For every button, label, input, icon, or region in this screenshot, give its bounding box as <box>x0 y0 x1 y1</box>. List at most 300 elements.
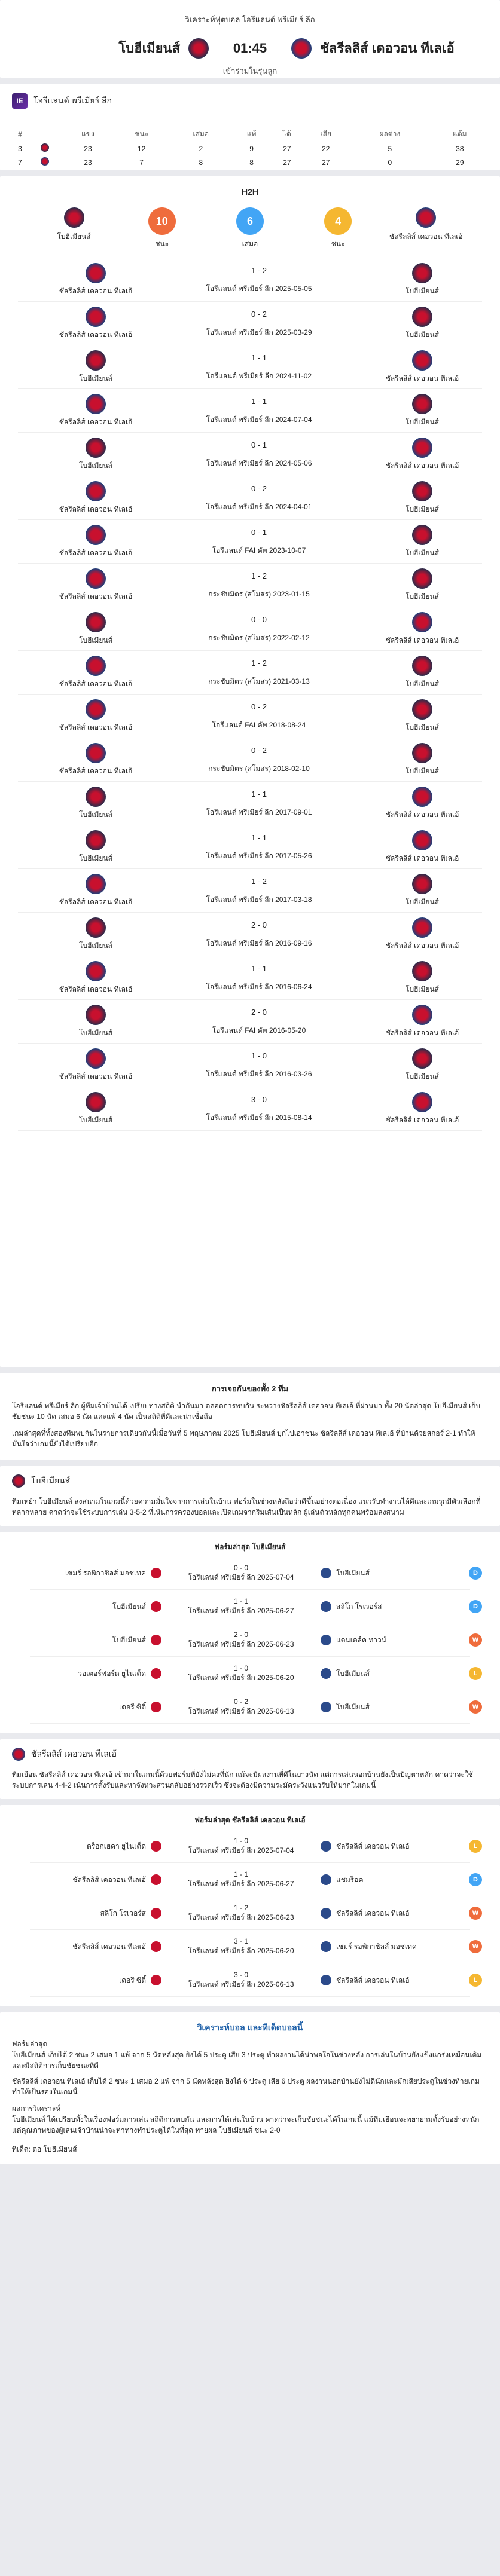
form-center <box>178 1564 304 1583</box>
standings-card <box>0 84 500 170</box>
match-score: 1 - 2 <box>251 265 267 275</box>
match-away-side <box>374 481 470 515</box>
away-crest-icon <box>416 207 436 228</box>
team-crest-icon <box>412 787 432 807</box>
form-row[interactable] <box>12 1657 488 1690</box>
match-competition-date: โอรีแลนด์ พรีเมียร์ ลีก 2016-09-16 <box>206 938 312 947</box>
h2h-match-row[interactable] <box>0 389 500 433</box>
match-away-side <box>374 438 470 472</box>
team-crest-icon <box>412 438 432 458</box>
match-away-side <box>374 1048 470 1082</box>
form-away-name: โบฮีเมียนส์ <box>336 1702 370 1711</box>
match-away-name: ชัลรีลลิส์ เดอวอน ทีเลเอ้ <box>385 810 459 819</box>
draws-count: 6 <box>236 207 264 235</box>
match-competition-date: กระชับมิตร (สโมสร) 2021-03-13 <box>208 677 310 686</box>
form-away-side <box>321 1635 452 1646</box>
h2h-match-row[interactable] <box>0 433 500 476</box>
form-away-side <box>321 1874 452 1886</box>
match-center <box>212 702 306 731</box>
match-score: 1 - 1 <box>251 789 267 799</box>
team-crest-icon <box>321 1975 331 1985</box>
match-score: 1 - 1 <box>251 396 267 406</box>
team-crest-icon <box>86 481 106 501</box>
match-score: 3 - 0 <box>251 1094 267 1104</box>
match-score: 1 - 1 <box>251 963 267 973</box>
h2h-away-wins <box>299 207 377 250</box>
match-away-name: โบฮีเมียนส์ <box>406 680 439 688</box>
form-center <box>178 1597 304 1617</box>
team-crest-icon <box>321 1874 331 1885</box>
match-center <box>206 877 312 905</box>
match-away-name: ชัลรีลลิส์ เดอวอน ทีเลเอ้ <box>385 1116 459 1124</box>
match-home-side <box>48 699 144 733</box>
result-badge: L <box>469 1667 482 1680</box>
team-crest-icon <box>412 612 432 632</box>
away-win-label: ชนะ <box>331 240 345 248</box>
form-home-side <box>30 1975 161 1986</box>
match-home-name: ชัลรีลลิส์ เดอวอน ทีเลเอ้ <box>59 418 133 426</box>
team-crest-icon <box>86 394 106 414</box>
team-crest-icon <box>412 874 432 894</box>
team-crest-icon <box>412 568 432 589</box>
form-score: 1 - 1 <box>233 1870 248 1879</box>
h2h-match-row[interactable] <box>0 258 500 302</box>
match-center <box>206 1051 312 1080</box>
match-home-side <box>48 961 144 995</box>
match-away-side <box>374 961 470 995</box>
match-home-side <box>48 350 144 384</box>
team-crest-icon <box>412 1048 432 1069</box>
team-crest-icon <box>412 917 432 938</box>
form-away-name: โบฮีเมียนส์ <box>336 1669 370 1678</box>
match-center <box>206 310 312 338</box>
form-away-name: เชมร์ รอพิกาชิลส์ มอชเทค <box>336 1942 417 1951</box>
team-crest-icon <box>86 787 106 807</box>
match-home-side <box>48 874 144 908</box>
match-competition-date: โอรีแลนด์ พรีเมียร์ ลีก 2017-05-26 <box>206 851 312 860</box>
match-away-name: ชัลรีลลิส์ เดอวอน ทีเลเอ้ <box>385 461 459 470</box>
team-crest-icon <box>412 656 432 676</box>
form-away-side <box>321 1668 452 1679</box>
home-crest-icon <box>41 143 49 152</box>
team-crest-icon <box>412 525 432 545</box>
match-away-side <box>374 525 470 559</box>
team-crest-icon <box>86 263 106 283</box>
form-away-side <box>321 1702 452 1713</box>
form-competition-date: โอรีแลนด์ พรีเมียร์ ลีก 2025-06-23 <box>188 1639 294 1648</box>
team-crest-icon <box>412 263 432 283</box>
match-center <box>212 528 306 556</box>
match-competition-date: กระชับมิตร (สโมสร) 2018-02-10 <box>208 764 310 773</box>
match-away-name: โบฮีเมียนส์ <box>406 287 439 295</box>
h2h-match-row[interactable] <box>0 1000 500 1044</box>
match-away-side <box>374 350 470 384</box>
h2h-match-row[interactable] <box>0 695 500 738</box>
match-home-side <box>48 917 144 952</box>
form-row[interactable] <box>12 1690 488 1724</box>
form-home-name: สลิโก โรเวอร์ส <box>100 1908 146 1917</box>
form-home-name: เดอรี ซิตี้ <box>119 1702 146 1711</box>
league-logo-icon: IE <box>12 93 28 109</box>
h2h-away-name: ชัลรีลลิส์ เดอวอน ทีเลเอ้ <box>389 232 463 241</box>
match-away-name: โบฮีเมียนส์ <box>406 331 439 339</box>
result-badge: W <box>469 1700 482 1714</box>
col-header: ชนะ <box>135 130 148 138</box>
away-crest-icon <box>41 157 49 166</box>
form-competition-date: โอรีแลนด์ พรีเมียร์ ลีก 2025-06-27 <box>188 1879 294 1888</box>
h2h-match-row[interactable] <box>0 302 500 345</box>
match-competition-date: กระชับมิตร (สโมสร) 2023-01-15 <box>208 589 310 598</box>
h2h-home-name: โบฮีเมียนส์ <box>57 232 91 241</box>
match-home-side <box>48 568 144 602</box>
team-crest-icon <box>151 1841 161 1852</box>
result-badge: D <box>469 1567 482 1580</box>
form-competition-date: โอรีแลนด์ พรีเมียร์ ลีก 2025-06-20 <box>188 1946 294 1955</box>
h2h-match-row[interactable] <box>0 345 500 389</box>
form-home-name: โบฮีเมียนส์ <box>112 1635 146 1644</box>
match-home-name: โบฮีเมียนส์ <box>79 1029 112 1037</box>
form-score: 1 - 0 <box>233 1663 248 1672</box>
match-status: เข้าร่วมในรุ่นลูก <box>222 66 278 75</box>
team-crest-icon <box>86 307 106 327</box>
form-row[interactable] <box>12 1963 488 1997</box>
h2h-match-row[interactable] <box>0 1087 500 1131</box>
result-badge: W <box>469 1907 482 1920</box>
form-row[interactable] <box>12 1829 488 1863</box>
cell: 29 <box>456 158 464 167</box>
match-center <box>206 484 312 513</box>
match-home-side <box>48 612 144 646</box>
form-home-name: เดอรี ซิตี้ <box>119 1975 146 1984</box>
form-center <box>178 1937 304 1957</box>
match-away-side <box>374 874 470 908</box>
cell: 7 <box>18 158 22 167</box>
competition-title: วิเคราะห์ฟุตบอล โอรีแลนด์ พรีเมียร์ ลีก <box>185 15 315 24</box>
match-home-name: ชัลรีลลิส์ เดอวอน ทีเลเอ้ <box>59 287 133 295</box>
standings-header-row <box>12 127 488 142</box>
match-away-name: โบฮีเมียนส์ <box>406 549 439 557</box>
team-crest-icon <box>321 1668 331 1679</box>
team-crest-icon <box>151 1975 161 1985</box>
match-score: 2 - 0 <box>251 1007 267 1017</box>
match-home-name: ชัลรีลลิส์ เดอวอน ทีเลเอ้ <box>59 549 133 557</box>
result-badge: D <box>469 1873 482 1886</box>
team-crest-icon <box>86 743 106 763</box>
match-home-side <box>48 656 144 690</box>
form-away-name: ชัลรีลลิส์ เดอวอน ทีเลเอ้ <box>336 1975 410 1984</box>
match-competition-date: โอรีแลนด์ พรีเมียร์ ลีก 2017-09-01 <box>206 807 312 816</box>
team-crest-icon <box>321 1841 331 1852</box>
match-away-side <box>374 1005 470 1039</box>
form-home-side <box>30 1908 161 1919</box>
away-section-name[interactable]: ชัลรีลลิส์ เดอวอน ทีเลเอ้ <box>31 1749 117 1758</box>
kickoff-time: 01:45 <box>233 40 267 56</box>
h2h-summary <box>0 207 500 250</box>
cell: 2 <box>199 144 203 153</box>
team-crest-icon <box>151 1635 161 1645</box>
match-competition-date: โอรีแลนด์ พรีเมียร์ ลีก 2024-11-02 <box>206 371 312 380</box>
match-home-name: โบฮีเมียนส์ <box>79 854 112 862</box>
form-home-side <box>30 1568 161 1579</box>
team-crest-icon <box>412 961 432 981</box>
match-competition-date: โอรีแลนด์ FAI คัพ 2016-05-20 <box>212 1026 306 1035</box>
match-away-name: ชัลรีลลิส์ เดอวอน ทีเลเอ้ <box>385 1029 459 1037</box>
form-row[interactable] <box>12 1930 488 1963</box>
col-header: แต้ม <box>453 130 467 138</box>
match-away-side <box>374 787 470 821</box>
team-crest-icon <box>151 1702 161 1712</box>
away-form-card <box>0 1805 500 2006</box>
home-wins-count: 10 <box>148 207 176 235</box>
team-crest-icon <box>86 699 106 720</box>
cell: 27 <box>283 144 291 153</box>
form-center <box>178 1870 304 1890</box>
h2h-away <box>387 207 465 243</box>
match-center <box>208 659 310 687</box>
match-competition-date: โอรีแลนด์ พรีเมียร์ ลีก 2024-05-06 <box>206 458 312 467</box>
form-score: 3 - 0 <box>233 1970 248 1979</box>
team-crest-icon <box>321 1941 331 1952</box>
team-crest-icon <box>151 1941 161 1952</box>
form-away-side <box>321 1975 452 1986</box>
team-crest-icon <box>86 1005 106 1025</box>
form-score: 0 - 2 <box>233 1697 248 1706</box>
away-form-title: ฟอร์มล่าสุด ชัลรีลลิส์ เดอวอน ทีเลเอ้ <box>194 1816 306 1824</box>
form-center <box>178 1664 304 1684</box>
cell: 38 <box>456 144 464 153</box>
team-crest-icon <box>86 917 106 938</box>
match-away-side <box>374 394 470 428</box>
prediction-subheading: ฟอร์มล่าสุด <box>12 2040 48 2048</box>
match-competition-date: โอรีแลนด์ พรีเมียร์ ลีก 2016-06-24 <box>206 982 312 991</box>
team-crest-icon <box>412 481 432 501</box>
team-crest-cell <box>28 155 62 169</box>
result-badge: W <box>469 1633 482 1647</box>
team-crest-icon <box>151 1874 161 1885</box>
team-crest-icon <box>86 350 106 371</box>
match-away-side <box>374 612 470 646</box>
prediction-paragraph: ชัลรีลลิส์ เดอวอน ทีเลเอ้ เก็บได้ 2 ชนะ 1 เสมอ 2 แพ้ จาก 5 นัดหลังสุด ยิงได้ 6 ประตู เสีย 6 ประตู ผลงานนอกบ้านยังไม่ดีนักและมักเสียประตูในช่วงท้ายเกม ทำให้เป็นรองในเกมนี้ <box>12 2077 480 2096</box>
cell: 7 <box>139 158 144 167</box>
away-team-name[interactable]: ชัลรีลลิส์ เดอวอน ทีเลเอ้ <box>320 41 455 56</box>
team-crest-icon <box>151 1668 161 1679</box>
match-header <box>0 0 500 78</box>
match-score: 0 - 1 <box>251 527 267 537</box>
form-competition-date: โอรีแลนด์ พรีเมียร์ ลีก 2025-07-04 <box>188 1846 294 1855</box>
h2h-card <box>0 176 500 1367</box>
form-home-side <box>30 1841 161 1852</box>
prediction-subheading: ผลการวิเคราะห์ <box>12 2104 61 2113</box>
match-home-name: โบฮีเมียนส์ <box>79 636 112 644</box>
home-crest-icon <box>188 38 209 59</box>
match-home-name: ชัลรีลลิส์ เดอวอน ทีเลเอ้ <box>59 505 133 513</box>
match-center <box>206 266 312 295</box>
h2h-match-row[interactable] <box>0 607 500 651</box>
team-crest-icon <box>151 1908 161 1919</box>
analysis-title: การเจอกันของทั้ง 2 ทีม <box>211 1384 289 1393</box>
h2h-title: H2H <box>241 187 258 197</box>
form-home-side <box>30 1668 161 1679</box>
home-team-name[interactable]: โบฮีเมียนส์ <box>118 41 180 56</box>
cell: 12 <box>137 144 146 153</box>
match-center <box>206 920 312 949</box>
h2h-match-row[interactable] <box>0 520 500 564</box>
match-score: 1 - 2 <box>251 876 267 886</box>
match-away-name: ชัลรีลลิส์ เดอวอน ทีเลเอ้ <box>385 374 459 383</box>
col-header: แข่ง <box>81 130 94 138</box>
cell: 9 <box>249 144 254 153</box>
form-home-name: วอเตอร์ฟอร์ด ยูไนเต็ด <box>78 1669 146 1678</box>
form-competition-date: โอรีแลนด์ พรีเมียร์ ลีก 2025-06-13 <box>188 1980 294 1988</box>
result-badge: L <box>469 1840 482 1853</box>
form-score: 0 - 0 <box>233 1563 248 1572</box>
home-form-card <box>0 1532 500 1733</box>
form-away-side <box>321 1568 452 1579</box>
match-away-name: โบฮีเมียนส์ <box>406 985 439 993</box>
match-away-side <box>374 743 470 777</box>
away-team-section <box>0 1739 500 1799</box>
cell: 8 <box>199 158 203 167</box>
match-center <box>206 833 312 862</box>
away-section-text: ทีมเยือน ชัลรีลลิส์ เดอวอน ทีเลเอ้ เข้ามาในเกมนี้ด้วยฟอร์มที่ยังไม่คงที่นัก แม้จะมีผลงานที่ดีในบางนัด แต่การเล่นนอกบ้านยังเป็นปัญหาหลัก คาดว่าจะใช้ระบบการเล่น 4-4-2 เน้นการตั้งรับและหาจังหวะสวนกลับอย่างรวดเร็ว ซึ่งจะต้องมีความระมัดระวังแนวรับให้มากในเกมนี้ <box>12 1770 473 1789</box>
match-away-name: โบฮีเมียนส์ <box>406 898 439 906</box>
match-home-name: ชัลรีลลิส์ เดอวอน ทีเลเอ้ <box>59 1072 133 1081</box>
home-section-name[interactable]: โบฮีเมียนส์ <box>31 1476 71 1485</box>
form-row[interactable] <box>12 1863 488 1896</box>
team-crest-icon <box>86 525 106 545</box>
table-row[interactable] <box>12 155 488 169</box>
form-away-side <box>321 1601 452 1613</box>
h2h-match-row[interactable] <box>0 869 500 913</box>
match-center <box>206 397 312 426</box>
home-section-text: ทีมเหย้า โบฮีเมียนส์ ลงสนามในเกมนี้ด้วยความมั่นใจจากการเล่นในบ้าน ฟอร์มในช่วงหลังถือว่าดีขึ้นอย่างต่อเนื่อง แนวรับทำงานได้ดีและเกมรุกมีตัวเลือกที่หลากหลาย คาดว่าจะใช้ระบบการเล่น 3-5-2 ที่เน้นการครองบอลและเปิดเกมจากริมเส้นเป็นหลัก ผู้เล่นตัวหลักทุกคนพร้อมลงสนาม <box>12 1497 481 1516</box>
prediction-title: วิเคราะห์บอล และทีเด็ดบอลนี้ <box>197 2023 303 2032</box>
team-crest-icon <box>412 394 432 414</box>
match-home-side <box>48 1092 144 1126</box>
form-competition-date: โอรีแลนด์ พรีเมียร์ ลีก 2025-07-04 <box>188 1572 294 1581</box>
form-center <box>178 1697 304 1717</box>
form-competition-date: โอรีแลนด์ พรีเมียร์ ลีก 2025-06-27 <box>188 1606 294 1615</box>
match-center <box>206 353 312 382</box>
match-center <box>208 615 310 644</box>
match-score: 1 - 2 <box>251 658 267 668</box>
match-away-side <box>374 917 470 952</box>
h2h-match-row[interactable] <box>0 1044 500 1087</box>
form-away-name: โบฮีเมียนส์ <box>336 1568 370 1577</box>
match-score: 1 - 1 <box>251 353 267 362</box>
team-crest-icon <box>86 830 106 850</box>
match-score: 0 - 1 <box>251 440 267 449</box>
h2h-match-list <box>0 258 500 1131</box>
h2h-match-row[interactable] <box>0 956 500 1000</box>
match-home-side <box>48 481 144 515</box>
match-score: 0 - 2 <box>251 745 267 755</box>
h2h-match-row[interactable] <box>0 476 500 520</box>
cell: 23 <box>84 144 92 153</box>
match-away-name: โบฮีเมียนส์ <box>406 505 439 513</box>
form-away-side <box>321 1841 452 1852</box>
col-header: ได้ <box>282 130 291 138</box>
h2h-match-row[interactable] <box>0 913 500 956</box>
match-away-name: โบฮีเมียนส์ <box>406 767 439 775</box>
match-score: 0 - 0 <box>251 614 267 624</box>
match-home-name: ชัลรีลลิส์ เดอวอน ทีเลเอ้ <box>59 985 133 993</box>
match-away-name: ชัลรีลลิส์ เดอวอน ทีเลเอ้ <box>385 636 459 644</box>
team-crest-icon <box>151 1568 161 1578</box>
form-home-side <box>30 1601 161 1613</box>
match-home-name: ชัลรีลลิส์ เดอวอน ทีเลเอ้ <box>59 592 133 601</box>
form-home-side <box>30 1702 161 1713</box>
match-competition-date: โอรีแลนด์ พรีเมียร์ ลีก 2017-03-18 <box>206 895 312 904</box>
match-center <box>206 1095 312 1124</box>
h2h-match-row[interactable] <box>0 651 500 695</box>
match-away-side <box>374 656 470 690</box>
h2h-match-row[interactable] <box>0 564 500 607</box>
team-crest-icon <box>86 612 106 632</box>
h2h-match-row[interactable] <box>0 825 500 869</box>
form-competition-date: โอรีแลนด์ พรีเมียร์ ลีก 2025-06-13 <box>188 1706 294 1715</box>
match-center <box>206 440 312 469</box>
match-away-side <box>374 830 470 864</box>
form-row[interactable] <box>12 1896 488 1930</box>
team-crest-icon <box>321 1601 331 1612</box>
cell: 27 <box>322 158 330 167</box>
form-row[interactable] <box>12 1556 488 1590</box>
form-home-name: ชัลรีลลิส์ เดอวอน ทีเลเอ้ <box>72 1875 146 1884</box>
match-home-side <box>48 787 144 821</box>
match-home-name: โบฮีเมียนส์ <box>79 810 112 819</box>
form-away-name: ชัลรีลลิส์ เดอวอน ทีเลเอ้ <box>336 1908 410 1917</box>
h2h-match-row[interactable] <box>0 738 500 782</box>
match-away-name: ชัลรีลลิส์ เดอวอน ทีเลเอ้ <box>385 941 459 950</box>
team-crest-icon <box>412 1092 432 1112</box>
match-score: 1 - 2 <box>251 571 267 580</box>
match-competition-date: โอรีแลนด์ พรีเมียร์ ลีก 2025-03-29 <box>206 328 312 336</box>
cell: 5 <box>388 144 392 153</box>
form-score: 1 - 0 <box>233 1836 248 1845</box>
team-crest-icon <box>86 656 106 676</box>
match-home-name: ชัลรีลลิส์ เดอวอน ทีเลเอ้ <box>59 680 133 688</box>
league-name[interactable]: โอรีแลนด์ พรีเมียร์ ลีก <box>33 96 112 105</box>
match-home-side <box>48 1048 144 1082</box>
form-row[interactable] <box>12 1623 488 1657</box>
analysis-paragraph: เกมล่าสุดที่ทั้งสองทีมพบกันในรายการเดียวกันนี้เมื่อวันที่ 5 พฤษภาคม 2025 โบฮีเมียนส์ บุกไปเอาชนะ ชัลรีลลิส์ เดอวอน ทีเลเอ้ ที่บ้านด้วยสกอร์ 2-1 ทำให้มั่นใจว่าเกมนี้ยังได้เปรียบอีก <box>12 1429 475 1448</box>
match-center <box>212 1008 306 1036</box>
match-home-side <box>48 525 144 559</box>
form-center <box>178 1630 304 1650</box>
match-score: 1 - 0 <box>251 1051 267 1060</box>
h2h-draws <box>211 207 289 250</box>
match-home-name: โบฮีเมียนส์ <box>79 461 112 470</box>
match-home-side <box>48 438 144 472</box>
team-crest-icon <box>86 568 106 589</box>
table-row[interactable] <box>12 142 488 155</box>
form-center <box>178 1971 304 1990</box>
form-row[interactable] <box>12 1590 488 1623</box>
match-away-name: โบฮีเมียนส์ <box>406 723 439 732</box>
home-crest-icon <box>64 207 84 228</box>
cell: 8 <box>249 158 254 167</box>
form-home-side <box>30 1635 161 1646</box>
match-away-name: โบฮีเมียนส์ <box>406 1072 439 1081</box>
form-score: 3 - 1 <box>233 1936 248 1945</box>
home-crest-icon <box>12 1474 25 1488</box>
form-score: 2 - 0 <box>233 1630 248 1639</box>
team-crest-icon <box>412 1005 432 1025</box>
form-home-name: เชมร์ รอพิกาชิลส์ มอชเทค <box>65 1568 146 1577</box>
h2h-match-row[interactable] <box>0 782 500 825</box>
match-away-side <box>374 1092 470 1126</box>
